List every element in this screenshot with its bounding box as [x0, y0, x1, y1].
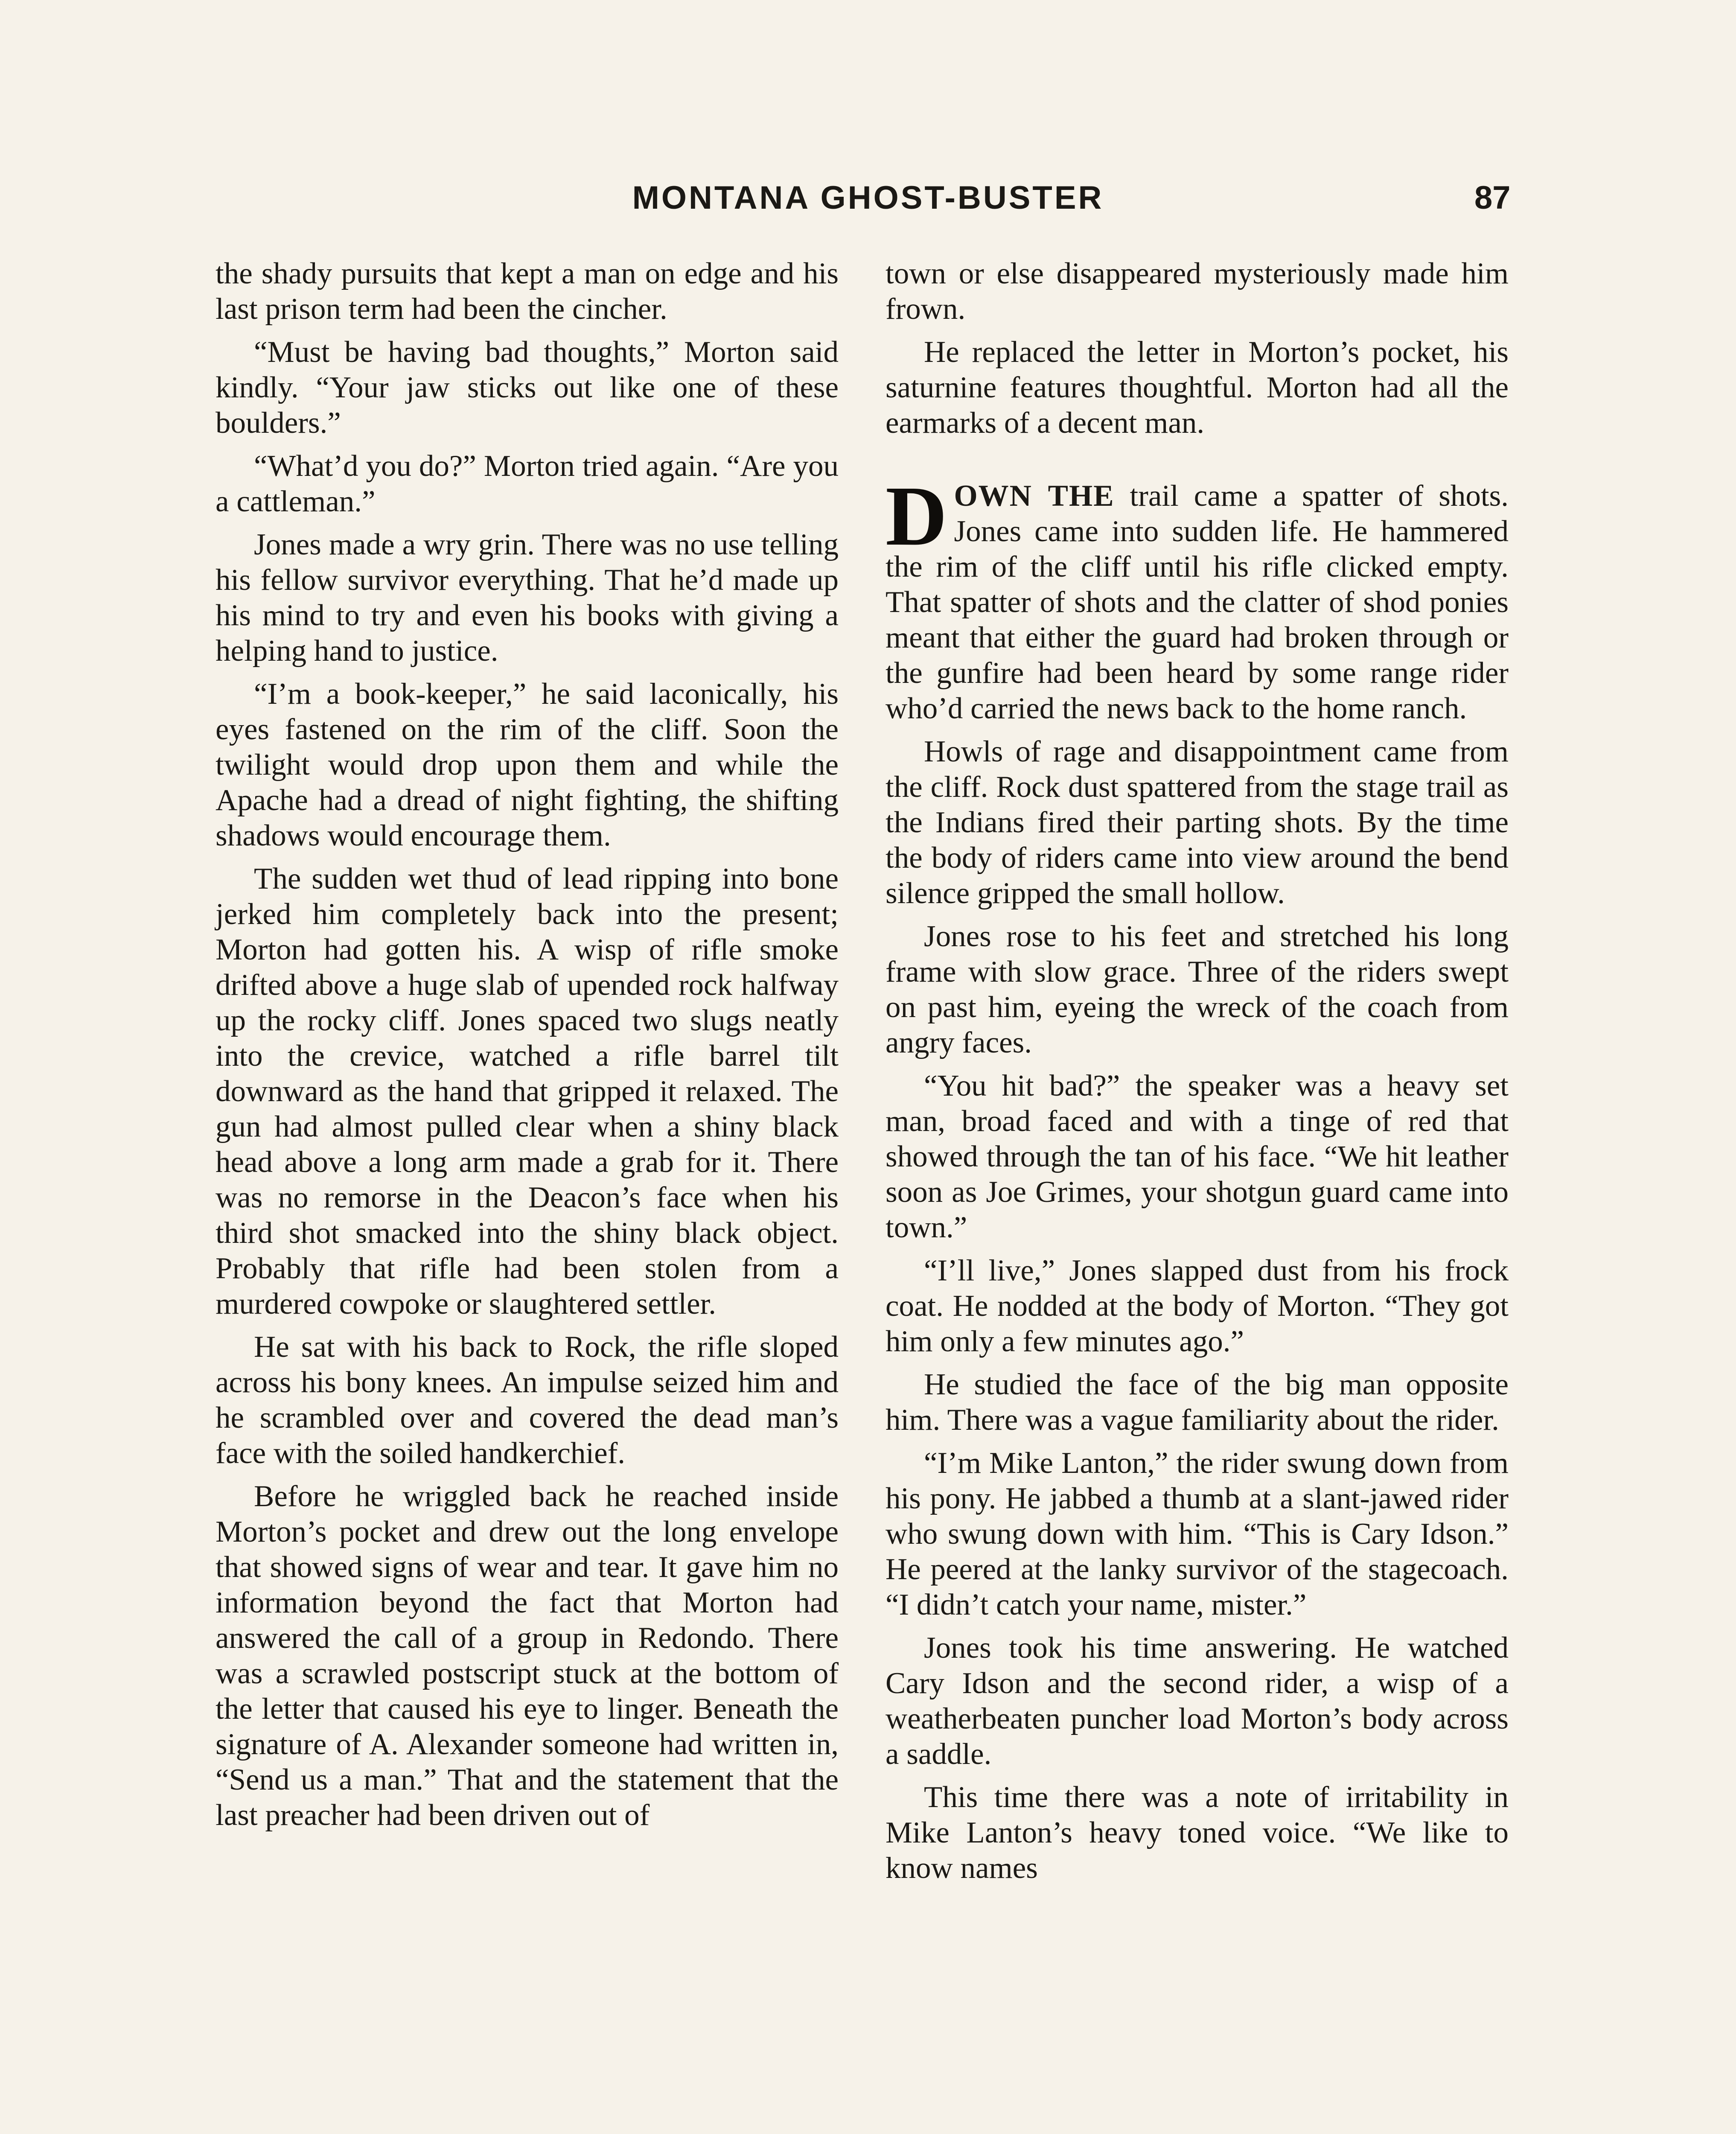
- paragraph: Jones made a wry grin. There was no use telling his fellow survivor everything. That he’d made up his mind to try and even his books with giving a helping hand to justice.: [216, 528, 839, 668]
- paragraph: “I’m Mike Lanton,” the rider swung down from his pony. He jabbed a thumb at a slant-jawed rider who swung down with him. “This is Cary Idson.” He peered at the lanky survivor of the stagecoach. “I didn’t catch your name, mister.”: [885, 1446, 1509, 1621]
- paragraph: town or else disappeared mysteriously made him frown.: [885, 257, 1509, 326]
- paragraph: The sudden wet thud of lead ripping into bone jerked him completely back into the present; Morton had gotten his. A wisp of rifle smoke drifted above a huge slab of upended rock halfway up the rocky cliff. Jones spaced two slugs neatly into the crevice, watched a rifle barrel tilt downward as the hand that gripped it relaxed. The gun had almost pulled clear when a shiny black head above a long arm made a grab for it. There was no remorse in the Deacon’s face when his third shot smacked into the shiny black object. Probably that rifle had been stolen from a murdered cowpoke or slaughtered settler.: [216, 862, 839, 1321]
- paragraph: Before he wriggled back he reached inside Morton’s pocket and drew out the long envelope that showed signs of wear and tear. It gave him no information beyond the fact that Morton had answered the call of a group in Redondo. There was a scrawled postscript stuck at the bottom of the letter that caused his eye to linger. Beneath the signature of A. Alexander someone had written in, “Send us a man.” That and the statement that the last preacher had been driven out of: [216, 1480, 839, 1832]
- paragraph: “Must be having bad thoughts,” Morton said kindly. “Your jaw sticks out like one of these boulders.”: [216, 335, 839, 440]
- paragraph: the shady pursuits that kept a man on edge and his last prison term had been the cincher.: [216, 257, 839, 326]
- paragraph: He replaced the letter in Morton’s pocket, his saturnine features thoughtful. Morton had all the earmarks of a decent man.: [885, 335, 1509, 440]
- paragraph: “I’m a book-keeper,” he said laconically, his eyes fastened on the rim of the cliff. Soon the twilight would drop upon them and while the Apache had a dread of night fighting, the shifting shadows would encourage them.: [216, 677, 839, 852]
- paragraph: “What’d you do?” Morton tried again. “Are you a cattleman.”: [216, 449, 839, 518]
- page-header: [0, 179, 1736, 226]
- paragraph: He sat with his back to Rock, the rifle sloped across his bony knees. An impulse seized him and he scrambled over and covered the dead man’s face with the soiled handkerchief.: [216, 1330, 839, 1470]
- paragraph-text: trail came a spatter of shots. Jones came into sudden life. He hammered the rim of the cliff until his rifle clicked empty. That spatter of shots and the clatter of shod ponies meant that either the guard had broken through or the gunfire had been heard by some range rider who’d carried the news back to the home ranch.: [885, 479, 1509, 725]
- paragraph: Jones took his time answering. He watched Cary Idson and the second rider, a wisp of a weatherbeaten puncher load Morton’s body across a saddle.: [885, 1631, 1509, 1771]
- page-number: 87: [1474, 180, 1511, 216]
- drop-cap: D: [885, 469, 947, 563]
- paragraph: “You hit bad?” the speaker was a heavy set man, broad faced and with a tinge of red that showed through the tan of his face. “We hit leather soon as Joe Grimes, your shotgun guard came into town.”: [885, 1069, 1509, 1244]
- section-opening-paragraph: [885, 469, 1509, 726]
- paragraph: Howls of rage and disappointment came from the cliff. Rock dust spattered from the stage trail as the Indians fired their parting shots. By the time the body of riders came into view around the bend silence gripped the small hollow.: [885, 735, 1509, 910]
- section-break: [885, 449, 1509, 478]
- right-column: [885, 256, 1509, 1894]
- paragraph: He studied the face of the big man opposite him. There was a vague familiarity about the rider.: [885, 1368, 1509, 1437]
- paragraph: “I’ll live,” Jones slapped dust from his frock coat. He nodded at the body of Morton. “They got him only a few minutes ago.”: [885, 1254, 1509, 1358]
- paragraph: This time there was a note of irritability in Mike Lanton’s heavy toned voice. “We like to know names: [885, 1781, 1509, 1885]
- left-column: [216, 256, 839, 1841]
- running-title: MONTANA GHOST-BUSTER: [632, 180, 1104, 216]
- lead-in-words: OWN THE: [954, 479, 1115, 513]
- paragraph: Jones rose to his feet and stretched his long frame with slow grace. Three of the riders swept on past him, eyeing the wreck of the coach from angry faces.: [885, 920, 1509, 1059]
